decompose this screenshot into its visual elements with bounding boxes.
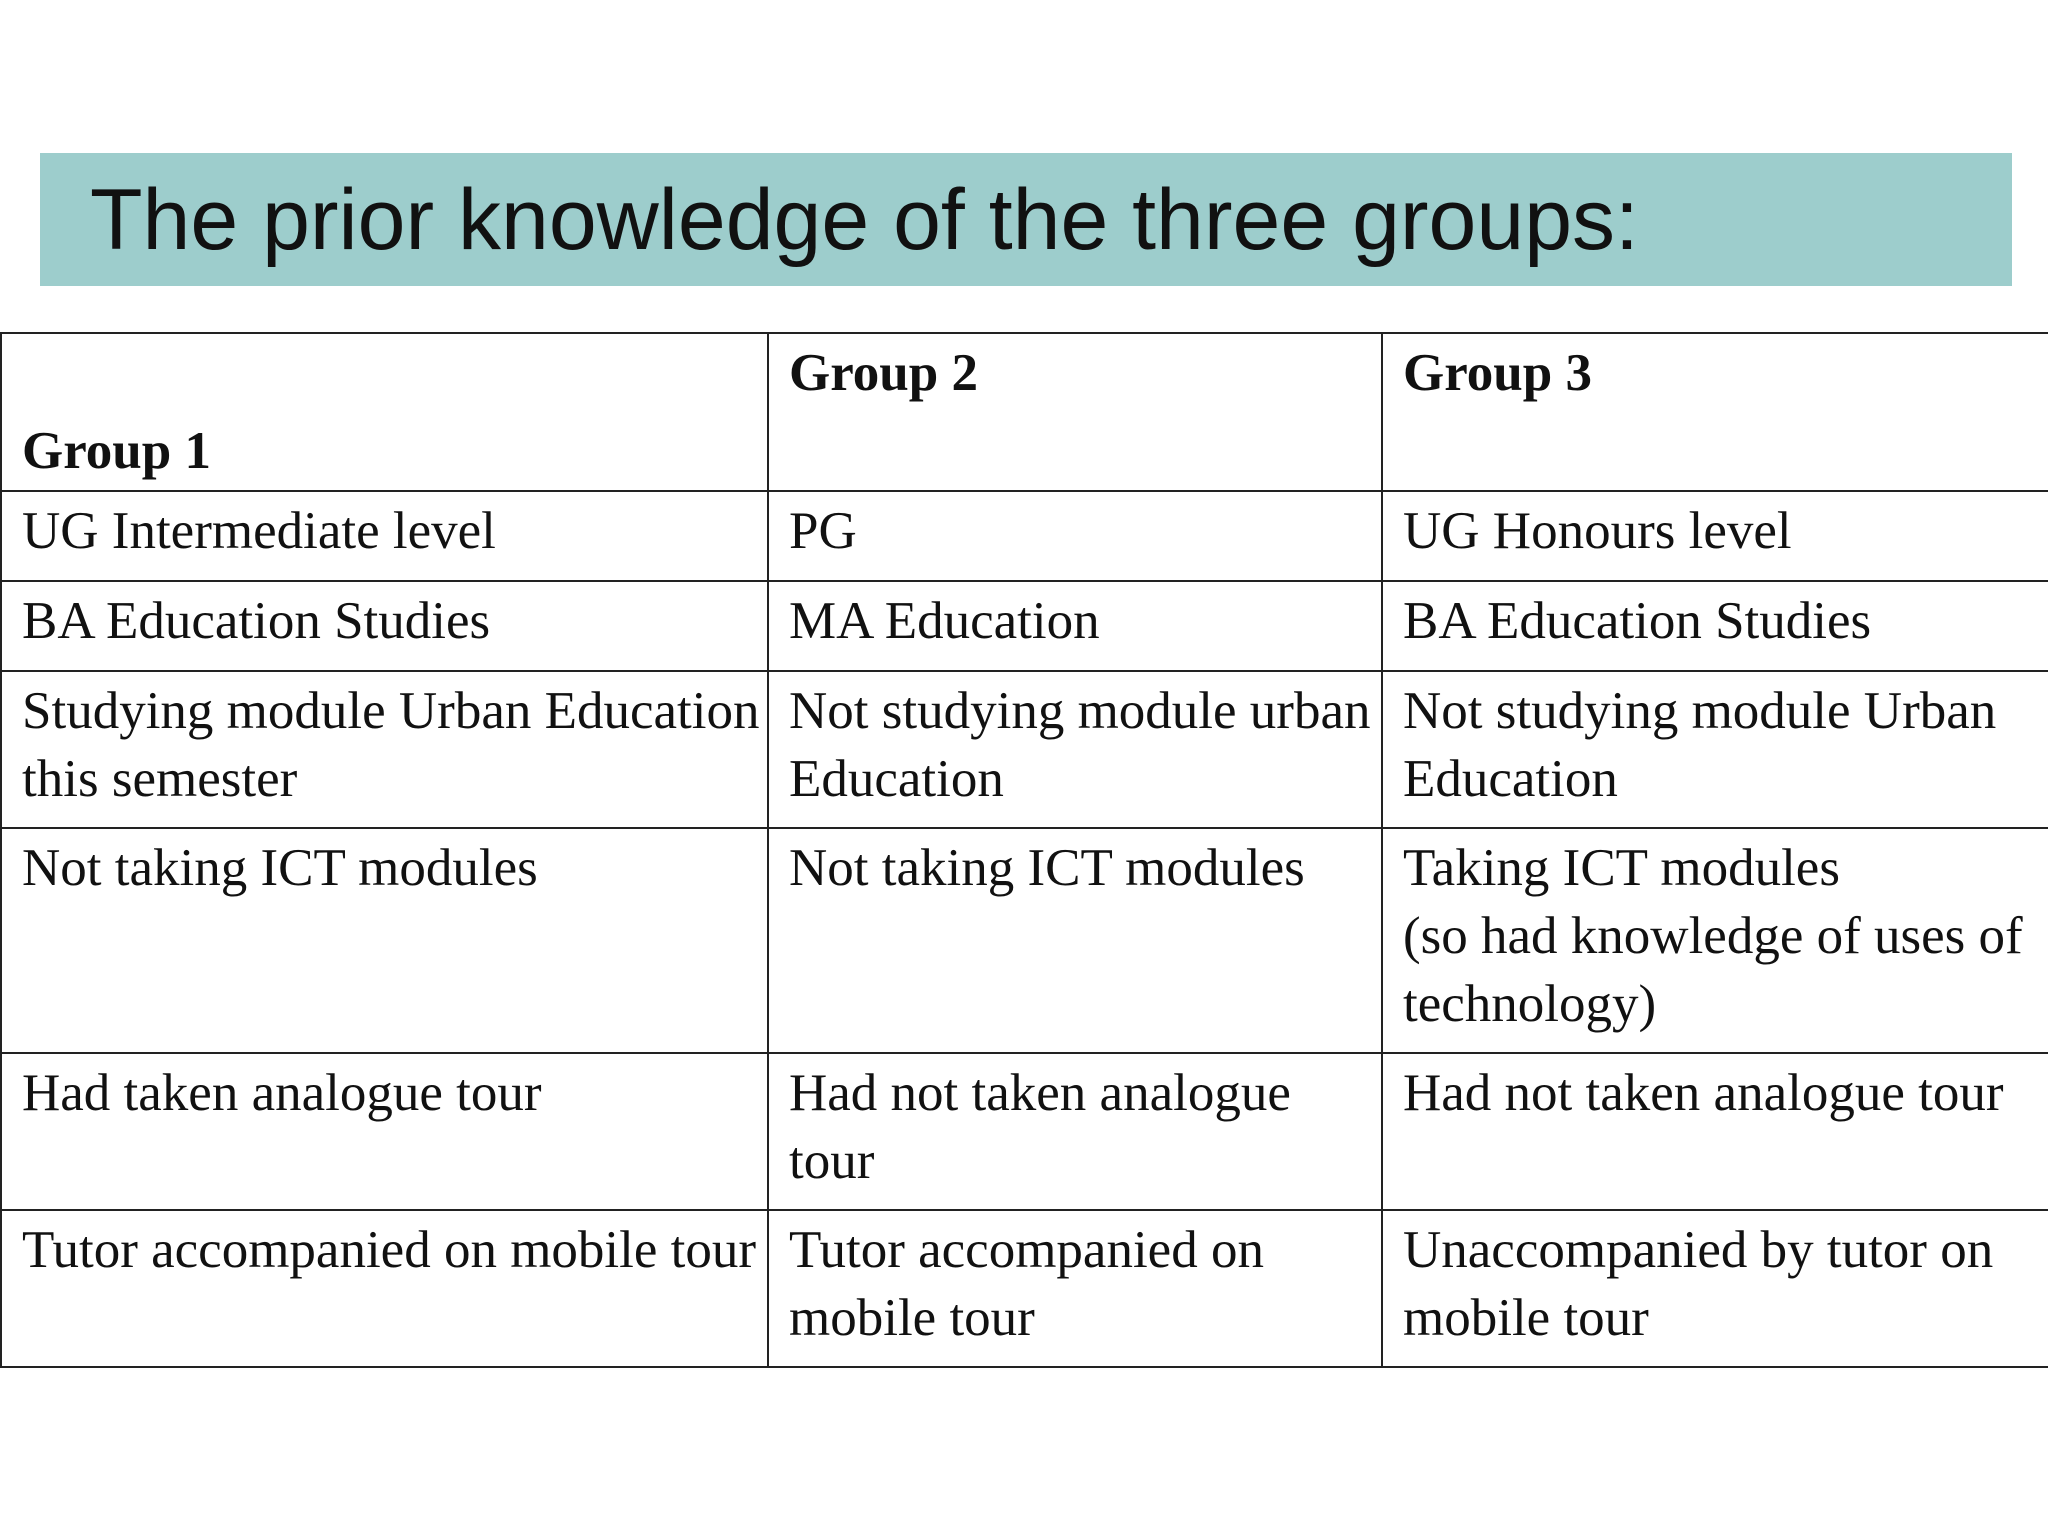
column-header-group-3: Group 3 bbox=[1382, 333, 2048, 491]
table-cell: UG Intermediate level bbox=[1, 491, 768, 581]
table-cell: Had not taken analogue tour bbox=[768, 1053, 1382, 1210]
table-cell: Not studying module urban Education bbox=[768, 671, 1382, 828]
table-row-urban-education bbox=[1, 671, 2048, 828]
table-cell: BA Education Studies bbox=[1, 581, 768, 671]
table-cell: Unaccompanied by tutor on mobile tour bbox=[1382, 1210, 2048, 1367]
table-cell: Tutor accompanied on mobile tour bbox=[768, 1210, 1382, 1367]
table-row-programme bbox=[1, 581, 2048, 671]
table-cell: Not taking ICT modules bbox=[1, 828, 768, 1053]
title-bar bbox=[40, 153, 2012, 286]
column-header-group-2: Group 2 bbox=[768, 333, 1382, 491]
table-cell: Taking ICT modules (so had knowledge of uses of technology) bbox=[1382, 828, 2048, 1053]
table-cell: Studying module Urban Education this semester bbox=[1, 671, 768, 828]
table-cell: BA Education Studies bbox=[1382, 581, 2048, 671]
table-cell: Not studying module Urban Education bbox=[1382, 671, 2048, 828]
table-cell: Had taken analogue tour bbox=[1, 1053, 768, 1210]
table-header-row bbox=[1, 333, 2048, 491]
table-cell: MA Education bbox=[768, 581, 1382, 671]
table-row-level bbox=[1, 491, 2048, 581]
table-row-ict-modules bbox=[1, 828, 2048, 1053]
column-header-group-1: Group 1 bbox=[1, 333, 768, 491]
slide-title: The prior knowledge of the three groups: bbox=[90, 172, 1639, 268]
prior-knowledge-table bbox=[0, 332, 2048, 1368]
table-cell: PG bbox=[768, 491, 1382, 581]
table-cell: Tutor accompanied on mobile tour bbox=[1, 1210, 768, 1367]
table-row-mobile-tour bbox=[1, 1210, 2048, 1367]
table-cell: UG Honours level bbox=[1382, 491, 2048, 581]
table-cell: Not taking ICT modules bbox=[768, 828, 1382, 1053]
table-cell: Had not taken analogue tour bbox=[1382, 1053, 2048, 1210]
table-row-analogue-tour bbox=[1, 1053, 2048, 1210]
